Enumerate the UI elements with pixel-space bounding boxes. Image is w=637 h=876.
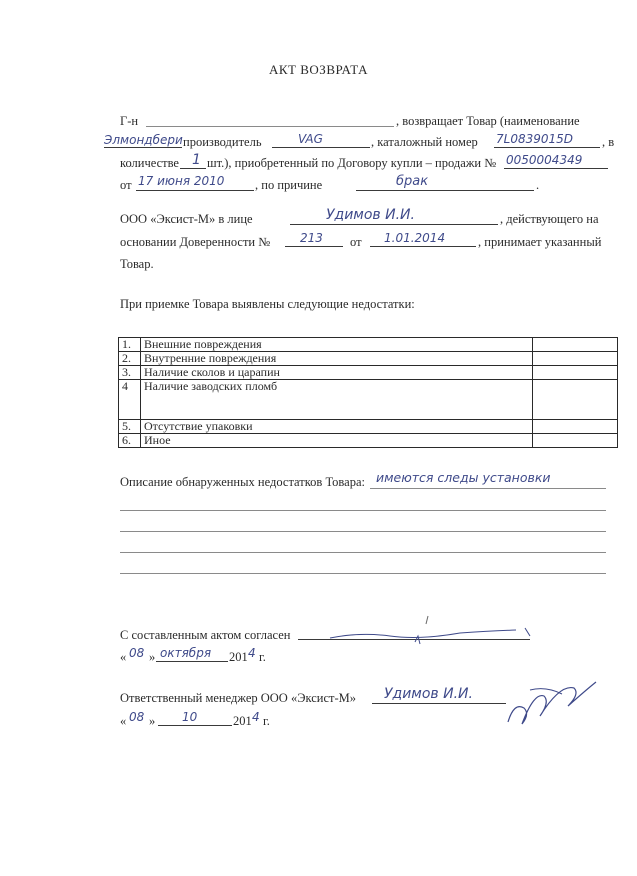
description-line-2 <box>120 510 606 511</box>
row-number: 5. <box>119 420 141 434</box>
table-row <box>119 380 618 420</box>
defect-label: Внутренние повреждения <box>141 352 533 366</box>
agree-date-close: » <box>149 650 156 664</box>
defect-mark-cell <box>533 352 618 366</box>
table-row <box>119 338 618 352</box>
from-label: от <box>120 178 132 192</box>
row-number: 4 <box>119 380 141 420</box>
description-line-5 <box>120 573 606 574</box>
customer-name-line <box>146 126 394 127</box>
defect-mark-cell <box>533 434 618 448</box>
returns-text: , возвращает Товар (наименование <box>396 114 580 128</box>
manager-signature-icon <box>500 672 610 734</box>
catalog-label: , каталожный номер <box>371 135 478 149</box>
manager-date-month: 10 <box>182 710 198 724</box>
defect-label: Внешние повреждения <box>141 338 533 352</box>
table-row <box>119 352 618 366</box>
contract-number-value: 0050004349 <box>506 153 583 167</box>
item-name-value: Элмондбери <box>104 133 183 147</box>
agree-label: С составленным актом согласен <box>120 628 291 642</box>
goods-text: Товар. <box>120 257 154 271</box>
accepts-text: , принимает указанный <box>478 235 602 249</box>
proxy-date-line <box>370 246 476 247</box>
agree-month-line <box>156 661 228 662</box>
agree-date-open: « <box>120 650 127 664</box>
agree-year-g: г. <box>259 650 266 664</box>
row-number: 6. <box>119 434 141 448</box>
row-number: 1. <box>119 338 141 352</box>
manager-year-prefix: 201 <box>233 714 252 728</box>
reason-label: , по причине <box>255 178 323 192</box>
customer-signature-icon <box>320 606 540 650</box>
catalog-number-value: 7L0839015D <box>496 132 574 146</box>
defect-label: Наличие сколов и царапин <box>141 366 533 380</box>
manufacturer-label: производитель <box>183 135 262 149</box>
manager-name-value: Удимов И.И. <box>384 686 473 702</box>
catalog-number-line <box>494 147 600 148</box>
proxy-number-line <box>285 246 343 247</box>
defect-mark-cell <box>533 420 618 434</box>
description-line-1 <box>370 488 606 489</box>
manager-label: Ответственный менеджер ООО «Эксист-М» <box>120 691 356 705</box>
defect-mark-cell <box>533 366 618 380</box>
row-number: 3. <box>119 366 141 380</box>
description-label: Описание обнаруженных недостатков Товара: <box>120 475 365 489</box>
defect-mark-cell <box>533 338 618 352</box>
acting-text: , действующего на <box>500 212 599 226</box>
manager-name-line <box>372 703 506 704</box>
representative-value: Удимов И.И. <box>326 207 415 223</box>
description-value: имеются следы установки <box>376 470 551 485</box>
ooo-label: ООО «Эксист-М» в лице <box>120 212 253 226</box>
proxy-date-value: 1.01.2014 <box>384 231 446 245</box>
agree-date-day: 08 <box>129 646 145 660</box>
document-title: АКТ ВОЗВРАТА <box>269 62 368 77</box>
contract-date-value: 17 июня 2010 <box>138 174 225 188</box>
manager-year-suffix: 4 <box>252 710 260 724</box>
item-name-line <box>104 147 182 148</box>
manager-date-close: » <box>149 714 156 728</box>
description-line-4 <box>120 552 606 553</box>
proxy-from-label: от <box>350 235 362 249</box>
contract-date-line <box>136 190 254 191</box>
table-row <box>119 420 618 434</box>
row-number: 2. <box>119 352 141 366</box>
manager-date-open: « <box>120 714 127 728</box>
reason-tail: . <box>536 178 540 192</box>
agree-year-suffix: 4 <box>248 646 256 660</box>
table-row <box>119 366 618 380</box>
manufacturer-line <box>272 147 370 148</box>
quantity-prefix: количестве <box>120 156 179 170</box>
basis-label: основании Доверенности № <box>120 235 271 249</box>
quantity-suffix: шт.), приобретенный по Договору купли – продажи № <box>207 156 497 170</box>
manufacturer-value: VAG <box>298 132 323 146</box>
reason-line <box>356 190 534 191</box>
contract-number-line <box>504 168 608 169</box>
defects-intro: При приемке Товара выявлены следующие недостатки: <box>120 297 415 311</box>
description-line-3 <box>120 531 606 532</box>
defect-label: Иное <box>141 434 533 448</box>
manager-year-g: г. <box>263 714 270 728</box>
quantity-value: 1 <box>192 152 201 168</box>
defect-label: Наличие заводских пломб <box>141 380 533 420</box>
representative-line <box>290 224 498 225</box>
catalog-tail: , в <box>602 135 615 149</box>
manager-date-day: 08 <box>129 710 145 724</box>
manager-month-line <box>158 725 232 726</box>
defects-table <box>118 337 618 448</box>
defect-mark-cell <box>533 380 618 420</box>
agree-year-prefix: 201 <box>229 650 248 664</box>
proxy-number-value: 213 <box>300 231 323 245</box>
gn-label: Г-н <box>120 114 139 128</box>
quantity-line <box>180 168 206 169</box>
defect-label: Отсутствие упаковки <box>141 420 533 434</box>
agree-date-month: октября <box>160 646 212 660</box>
reason-value: брак <box>396 174 429 189</box>
table-row <box>119 434 618 448</box>
